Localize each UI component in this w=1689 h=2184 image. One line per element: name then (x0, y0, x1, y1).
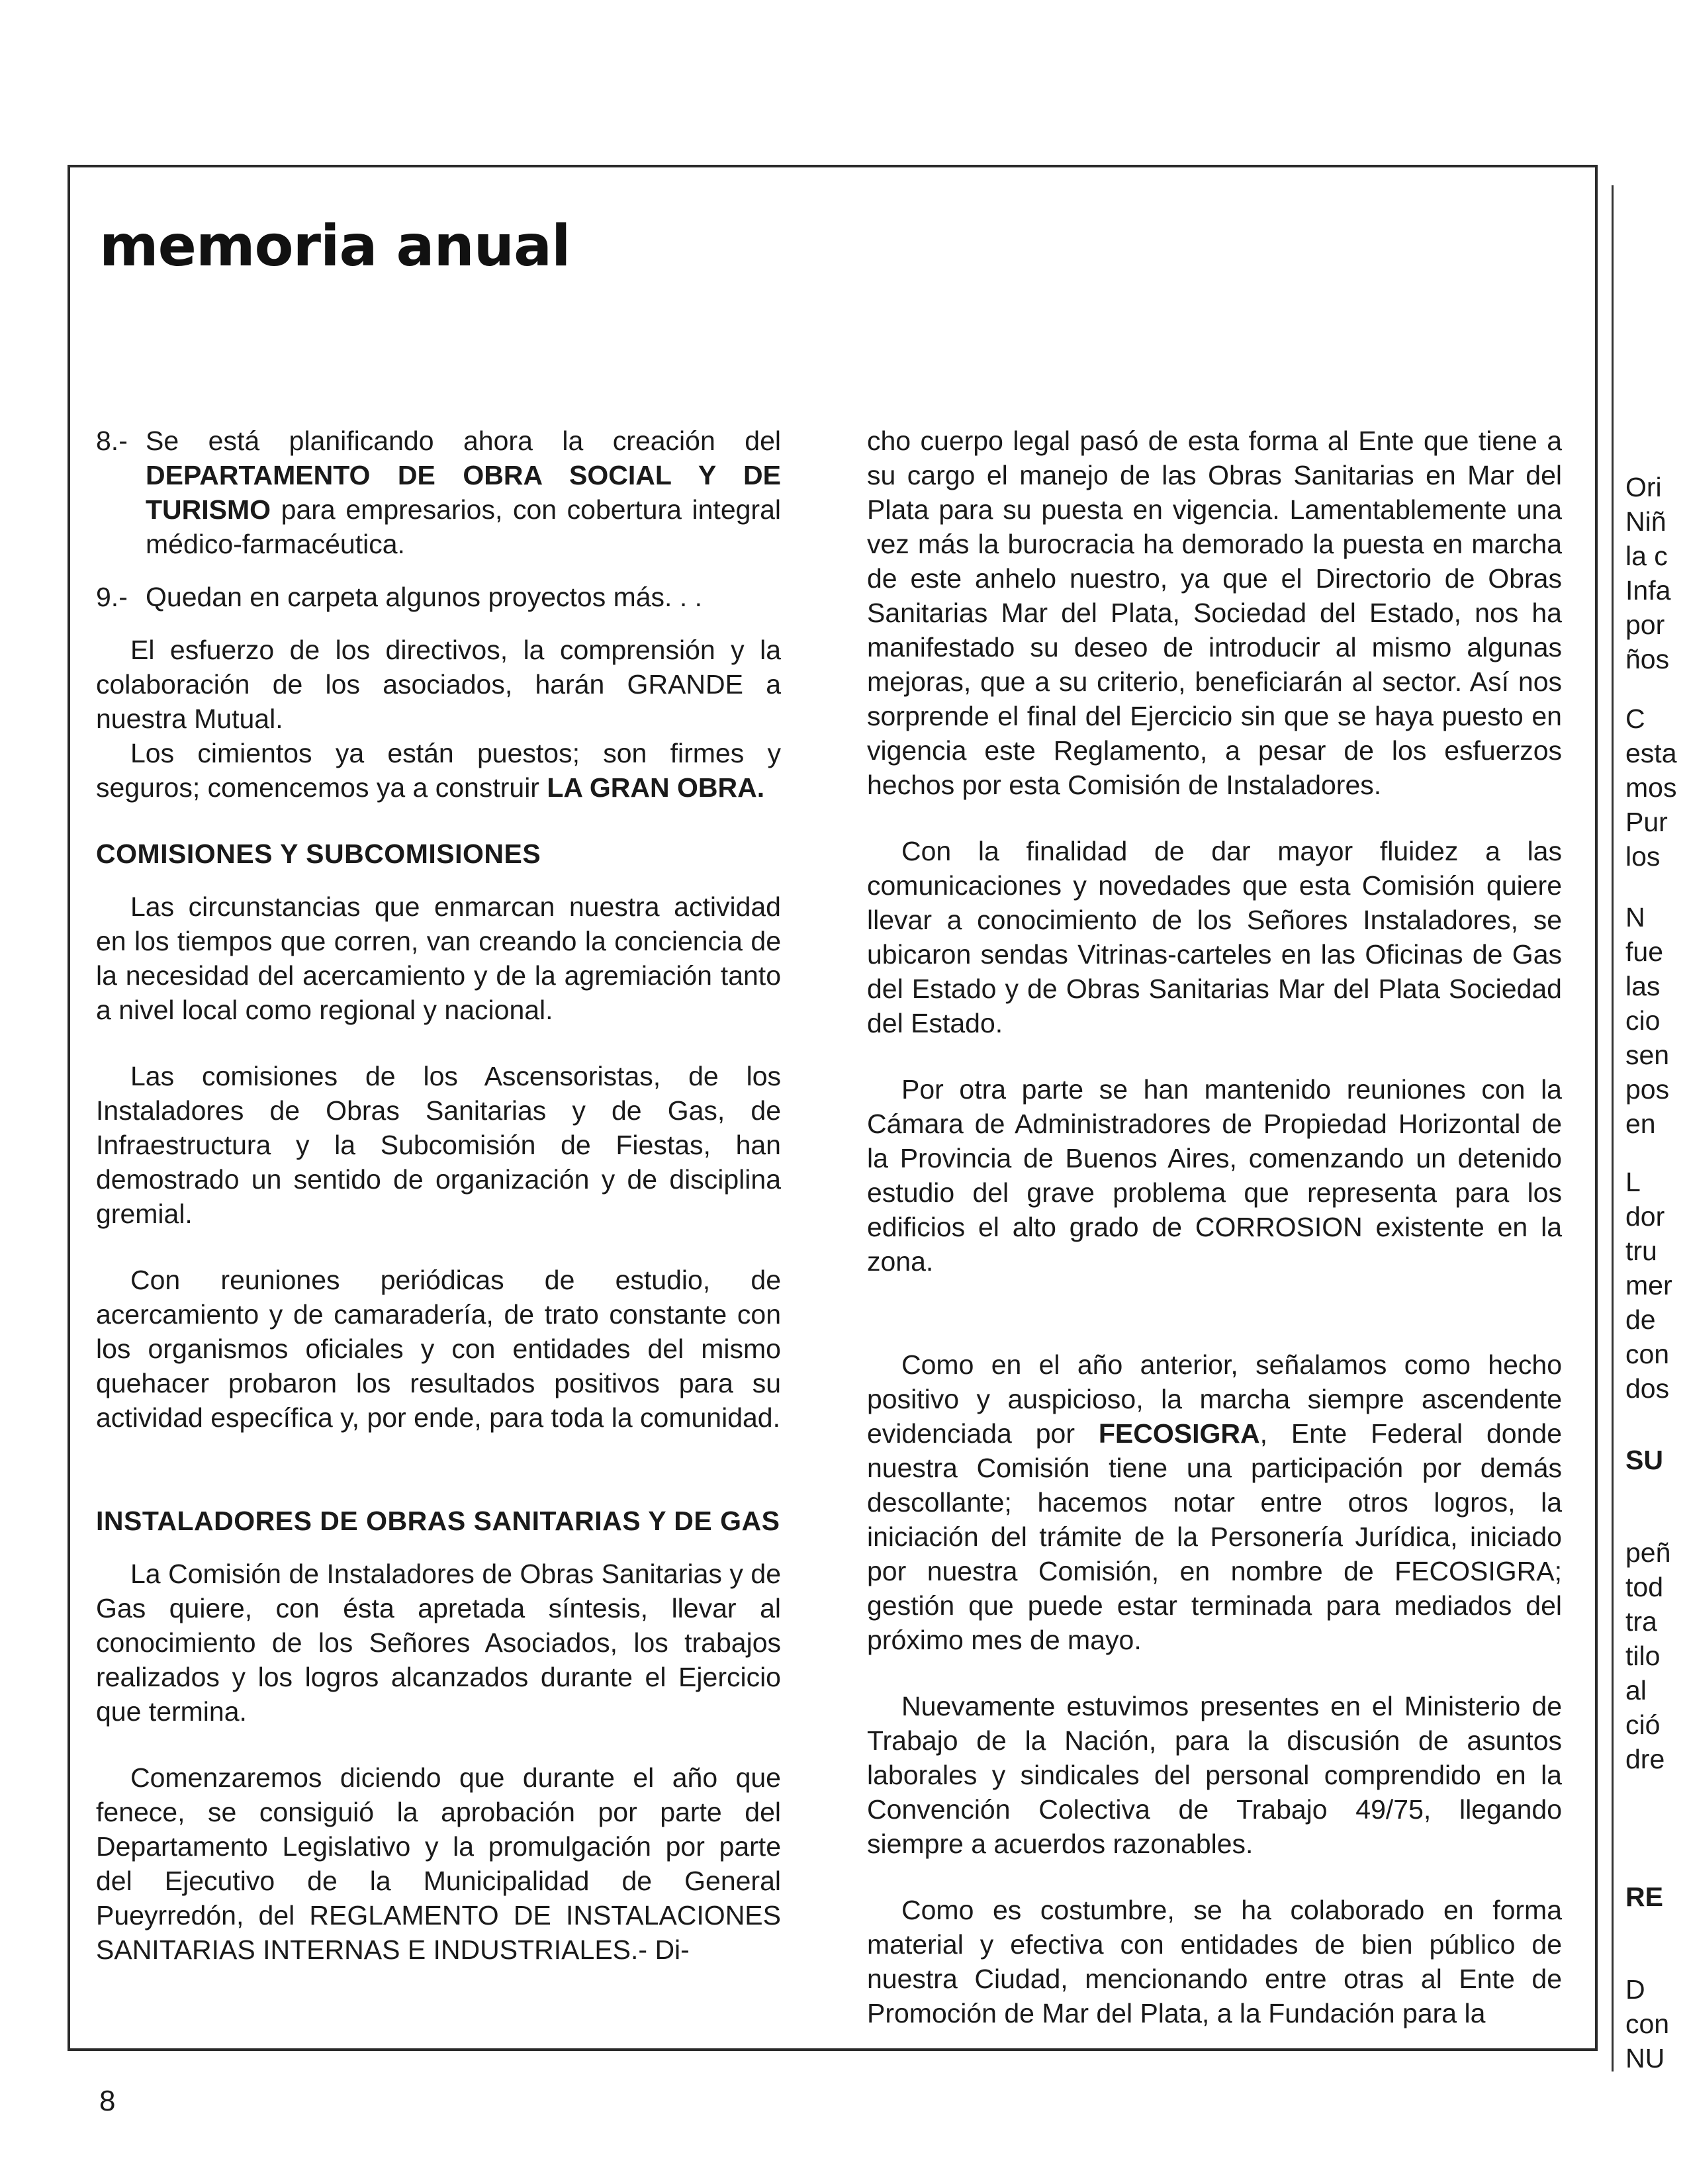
neighbor-text-line: al (1625, 1675, 1647, 1706)
neighbor-text-line: las (1625, 971, 1661, 1001)
paragraph: Por otra parte se han mantenido reuniones con la Cámara de Administradores de Propiedad Horizontal de la Provincia de Buenos Aires, comenzando un detenido estudio del grave problema que representa para los edificios el alto grado de CORROSION existente en la zona. (867, 1074, 1562, 1277)
neighbor-text-line: ños (1625, 644, 1670, 674)
neighbor-text-line: Ori (1625, 472, 1662, 502)
neighbor-text-line: cio (1625, 1005, 1661, 1036)
neighbor-text-line: Infa (1625, 575, 1671, 606)
neighbor-text-line: D (1625, 1974, 1645, 2005)
paragraph: Nuevamente estuvimos presentes en el Ministerio de Trabajo de la Nación, para la discusión de asuntos laborales y sindicales del personal comprendido en la Convención Colectiva de Trabajo 49/75, llegando siempre a acuerdos razonables. (867, 1691, 1562, 1859)
page-number: 8 (99, 2085, 116, 2117)
paragraph: Las comisiones de los Ascensoristas, de los Instaladores de Obras Sanitarias y de Gas, de Infraestructura y la Subcomisión de Fiestas, han demostrado un sentido de organización y de disciplina gremial. (96, 1061, 781, 1229)
neighbor-text-line: Niñ (1625, 506, 1666, 537)
neighbor-text-line: dre (1625, 1744, 1665, 1774)
item-number: 9.- (96, 582, 128, 612)
neighbor-text-block (1625, 702, 1689, 874)
neighbor-text-line: los (1625, 841, 1661, 872)
emphasis: LA GRAN OBRA. (547, 772, 765, 803)
neighbor-text-line: tru (1625, 1236, 1657, 1266)
list-item-9 (96, 580, 781, 614)
neighbor-text-line: mer (1625, 1270, 1672, 1300)
item-text: Quedan en carpeta algunos proyectos más. . . (146, 582, 703, 612)
paragraph: Comenzaremos diciendo que durante el año que fenece, se consiguió la aprobación por parte del Departamento Legislativo y la promulgación por parte del Ejecutivo de la Municipalidad de General Pueyrredón, del REGLAMENTO DE INSTALACIONES SANITARIAS INTERNAS E INDUSTRIALES.- Di- (96, 1762, 781, 1965)
neighbor-text-block (1625, 1972, 1689, 2071)
paragraph: El esfuerzo de los directivos, la comprensión y la colaboración de los asociados, harán GRANDE a nuestra Mutual. (96, 635, 781, 734)
neighbor-text-line: por (1625, 610, 1665, 640)
neighbor-text-line: N (1625, 902, 1645, 933)
neighbor-text-line: tra (1625, 1606, 1657, 1637)
neighbor-text-line: en (1625, 1109, 1656, 1139)
item-number: 8.- (96, 426, 128, 456)
neighbor-text-line: Pur (1625, 807, 1668, 837)
list-item-8 (96, 424, 781, 561)
paragraph: Con reuniones periódicas de estudio, de acercamiento y de camaradería, de trato constante con los organismos oficiales y con entidades del mismo quehacer probaron los resultados positivos para su actividad específica y, por ende, para toda la comunidad. (96, 1265, 781, 1433)
neighbor-text-line: NU (1625, 2043, 1665, 2071)
neighbor-text-block (1625, 1165, 1689, 1406)
right-column (867, 424, 1562, 2030)
neighbor-text-line: pos (1625, 1074, 1670, 1105)
neighbor-text-block (1625, 1535, 1689, 1776)
paragraph: cho cuerpo legal pasó de esta forma al Ente que tiene a su cargo el manejo de las Obras Sanitarias en Mar del Plata para su puesta en vigencia. Lamentablemente una vez más la burocracia ha demorado la puesta en marcha de este anhelo nuestro, ya que el Directorio de Obras Sanitarias Mar del Plata, Sociedad del Estado, nos ha manifestado su deseo de introducir al mismo algunas mejoras, que a su criterio, beneficiarán al sector. Así nos sorprende el final del Ejercicio sin que se haya puesto en vigencia este Reglamento, a pesar de los esfuerzos hechos por esta Comisión de Instaladores. (867, 426, 1562, 800)
paragraph: La Comisión de Instaladores de Obras Sanitarias y de Gas quiere, con ésta apretada síntesis, llevar al conocimiento de los Señores Asociados, los trabajos realizados y los logros alcanzados durante el Ejercicio que termina. (96, 1559, 781, 1727)
neighbor-text-line: tod (1625, 1572, 1663, 1602)
neighbor-text-line: de (1625, 1304, 1656, 1335)
neighbor-text-block (1625, 900, 1689, 1141)
neighbor-text-line: sen (1625, 1040, 1670, 1070)
neighbor-text-line: mos (1625, 772, 1677, 803)
department-name: DEPARTAMENTO DE OBRA SOCIAL Y DE TURISMO (146, 460, 781, 525)
neighbor-text-block (1625, 470, 1689, 676)
page-title: memoria anual (99, 213, 571, 279)
neighbor-text-line: dos (1625, 1373, 1670, 1404)
neighbor-text-line: esta (1625, 738, 1677, 768)
neighbor-text-block (1625, 1443, 1689, 1477)
paragraph: Las circunstancias que enmarcan nuestra actividad en los tiempos que corren, van creando la conciencia de la necesidad del acercamiento y de la agremiación tanto a nivel local como regional y nacional. (96, 891, 781, 1025)
paragraph: Como es costumbre, se ha colaborado en forma material y efectiva con entidades de bien público de nuestra Ciudad, mencionando entre otras al Ente de Promoción de Mar del Plata, a la Fundación para la (867, 1895, 1562, 2028)
neighbor-text-line: con (1625, 1339, 1670, 1369)
neighbor-text-line: tilo (1625, 1641, 1661, 1671)
neighbor-text-line: SU (1625, 1445, 1663, 1475)
neighbor-text-line: la c (1625, 541, 1668, 571)
neighbor-text-line: peñ (1625, 1537, 1671, 1568)
neighbor-text-block (1625, 1880, 1689, 1914)
paragraph: Como en el año anterior, señalamos como hecho positivo y auspicioso, la marcha siempre ascendente evidenciada por FECOSIGRA, Ente Federal donde nuestra Comisión tiene una participación por demás descollante; hacemos notar entre otros logros, la iniciación del trámite de la Personería Jurídica, iniciado por nuestra Comisión, en nombre de FECOSIGRA; gestión que puede estar terminada para mediados del próximo mes de mayo. (867, 1349, 1563, 1655)
paragraph: Con la finalidad de dar mayor fluidez a las comunicaciones y novedades que esta Comisión quiere llevar a conocimiento de los Señores Instaladores, se ubicaron sendas Vitrinas-carteles en las Oficinas de Gas del Estado y de Obras Sanitarias Mar del Plata Sociedad del Estado. (867, 836, 1562, 1038)
neighbor-text-line: dor (1625, 1201, 1665, 1232)
left-column (96, 424, 781, 1967)
neighbor-text-line: RE (1625, 1882, 1663, 1912)
neighbor-text-line: con (1625, 2009, 1670, 2039)
neighbor-text-line: fue (1625, 936, 1663, 967)
neighbor-text-line: ció (1625, 1709, 1661, 1740)
paragraph: Los cimientos ya están puestos; son firmes y seguros; comencemos ya a construir LA GRAN OBRA. (96, 738, 781, 803)
item-text: Se está planificando ahora la creación del DEPARTAMENTO DE OBRA SOCIAL Y DE TURISMO para empresarios, con cobertura integral médico-farmacéutica. (146, 426, 781, 559)
neighbor-text-line: C (1625, 704, 1645, 734)
section-heading: INSTALADORES DE OBRAS SANITARIAS Y DE GAS (96, 1506, 780, 1536)
adjacent-page-edge (1612, 185, 1689, 2071)
emphasis: FECOSIGRA (1098, 1418, 1260, 1449)
neighbor-text-line: L (1625, 1167, 1641, 1197)
section-heading: COMISIONES Y SUBCOMISIONES (96, 839, 541, 869)
